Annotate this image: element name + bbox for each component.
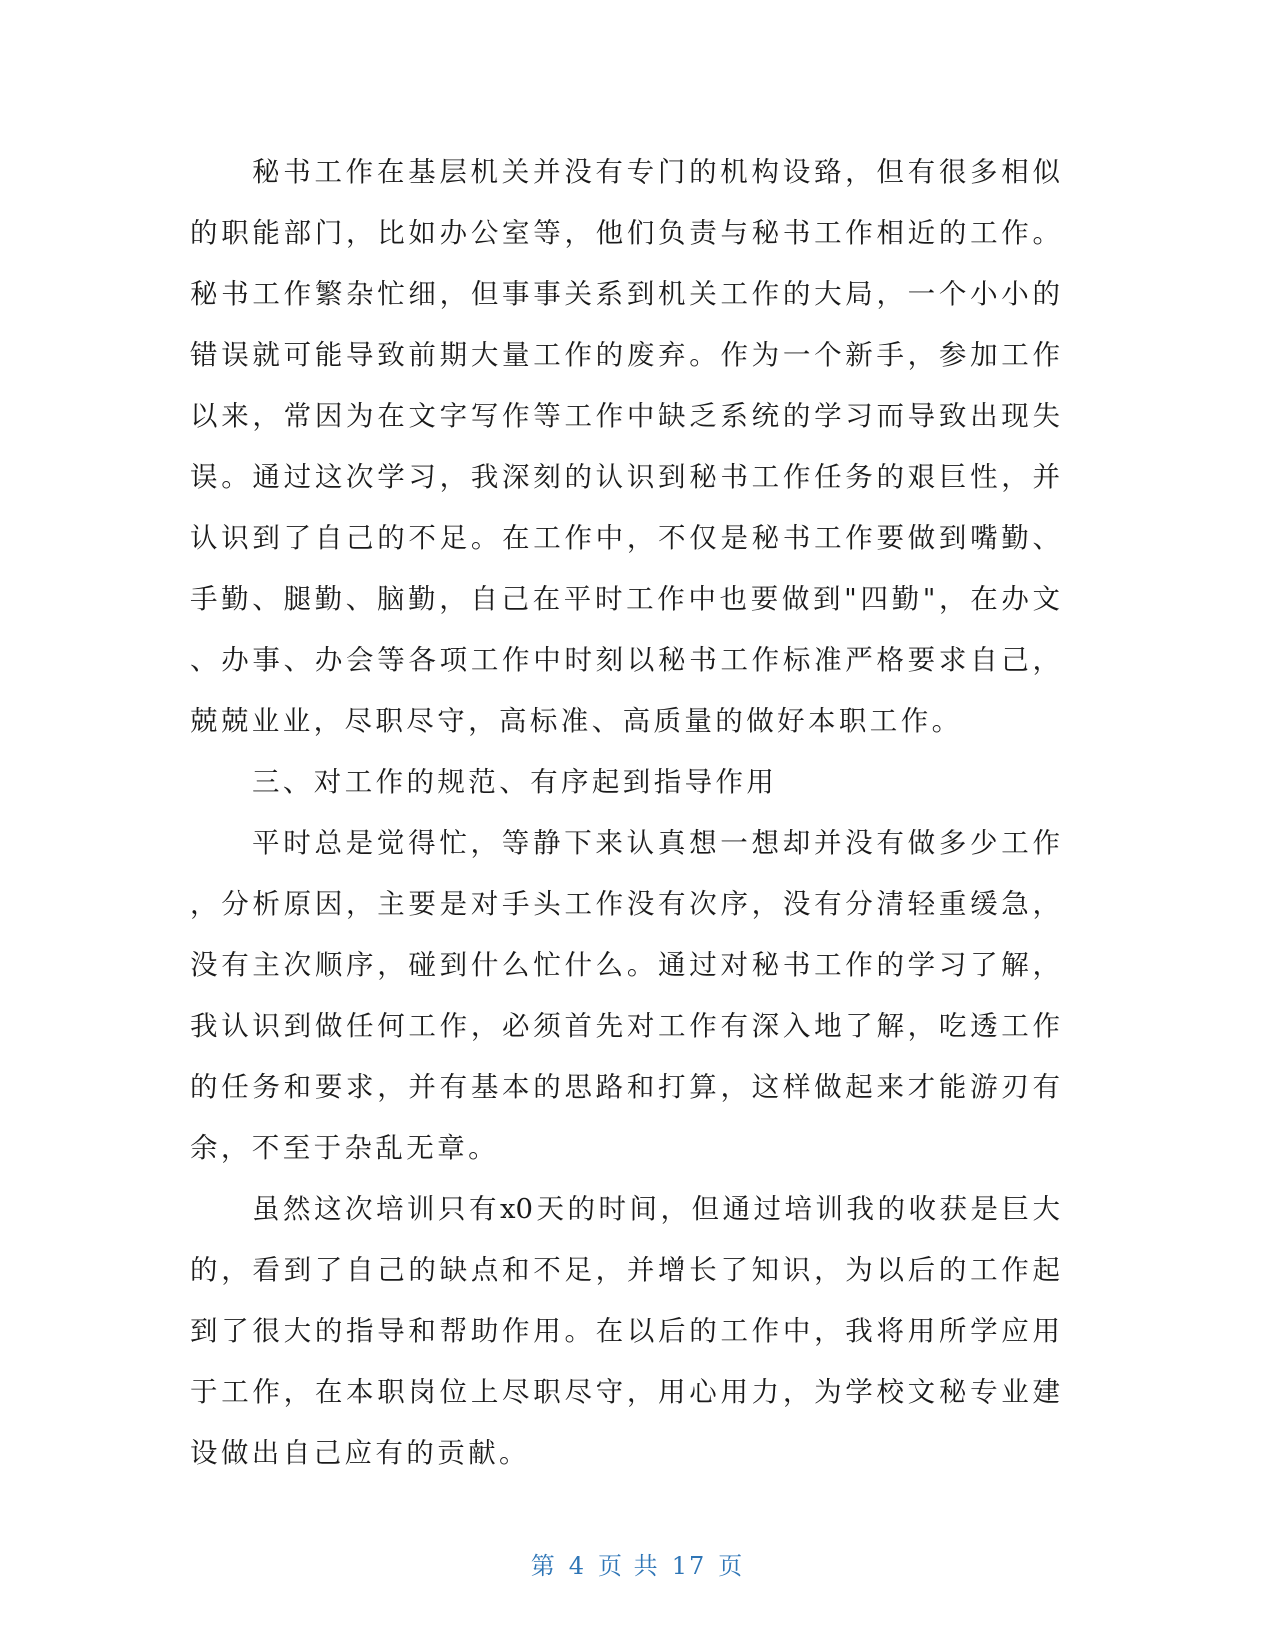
footer-middle: 页 共 — [598, 1552, 660, 1580]
text-line: 以来，常因为在文字写作等工作中缺乏系统的学习而导致出现失 — [190, 400, 1060, 432]
page-footer — [0, 1546, 1275, 1581]
footer-page-number: 4 — [568, 1552, 587, 1580]
text-line: 兢兢业业，尽职尽守，高标准、高质量的做好本职工作。 — [190, 705, 963, 737]
text-line: 的，看到了自己的缺点和不足，并增长了知识，为以后的工作起 — [190, 1254, 1060, 1286]
text-line: ，分析原因，主要是对手头工作没有次序，没有分清轻重缓急， — [190, 888, 1060, 920]
text-line: 秘书工作繁杂忙细，但事事关系到机关工作的大局，一个小小的 — [190, 278, 1060, 310]
footer-total-pages: 17 — [671, 1552, 707, 1580]
text-line: 平时总是觉得忙，等静下来认真想一想却并没有做多少工作 — [252, 827, 1060, 859]
text-line: 误。通过这次学习，我深刻的认识到秘书工作任务的艰巨性，并 — [190, 461, 1060, 493]
text-line: 秘书工作在基层机关并没有专门的机构设臵，但有很多相似 — [252, 156, 1060, 188]
text-line: 认识到了自己的不足。在工作中，不仅是秘书工作要做到嘴勤、 — [190, 522, 1060, 554]
text-line: 的任务和要求，并有基本的思路和打算，这样做起来才能游刃有 — [190, 1071, 1060, 1103]
text-line: 虽然这次培训只有x0天的时间，但通过培训我的收获是巨大 — [252, 1193, 1060, 1225]
document-body — [190, 142, 1060, 1484]
text-line: 没有主次顺序，碰到什么忙什么。通过对秘书工作的学习了解， — [190, 949, 1060, 981]
text-line: 设做出自己应有的贡献。 — [190, 1437, 530, 1469]
text-line: 、办事、办会等各项工作中时刻以秘书工作标准严格要求自己， — [190, 644, 1060, 676]
text-line: 于工作，在本职岗位上尽职尽守，用心用力，为学校文秘专业建 — [190, 1376, 1060, 1408]
text-line: 我认识到做任何工作，必须首先对工作有深入地了解，吃透工作 — [190, 1010, 1060, 1042]
text-line: 到了很大的指导和帮助作用。在以后的工作中，我将用所学应用 — [190, 1315, 1060, 1347]
text-line: 手勤、腿勤、脑勤，自己在平时工作中也要做到"四勤"，在办文 — [190, 583, 1060, 615]
text-line: 错误就可能导致前期大量工作的废弃。作为一个新手，参加工作 — [190, 339, 1060, 371]
text-line: 三、对工作的规范、有序起到指导作用 — [252, 766, 778, 798]
footer-prefix: 第 — [530, 1552, 557, 1580]
text-line: 余，不至于杂乱无章。 — [190, 1132, 499, 1164]
footer-suffix: 页 — [718, 1552, 745, 1580]
text-line: 的职能部门，比如办公室等，他们负责与秘书工作相近的工作。 — [190, 217, 1060, 249]
